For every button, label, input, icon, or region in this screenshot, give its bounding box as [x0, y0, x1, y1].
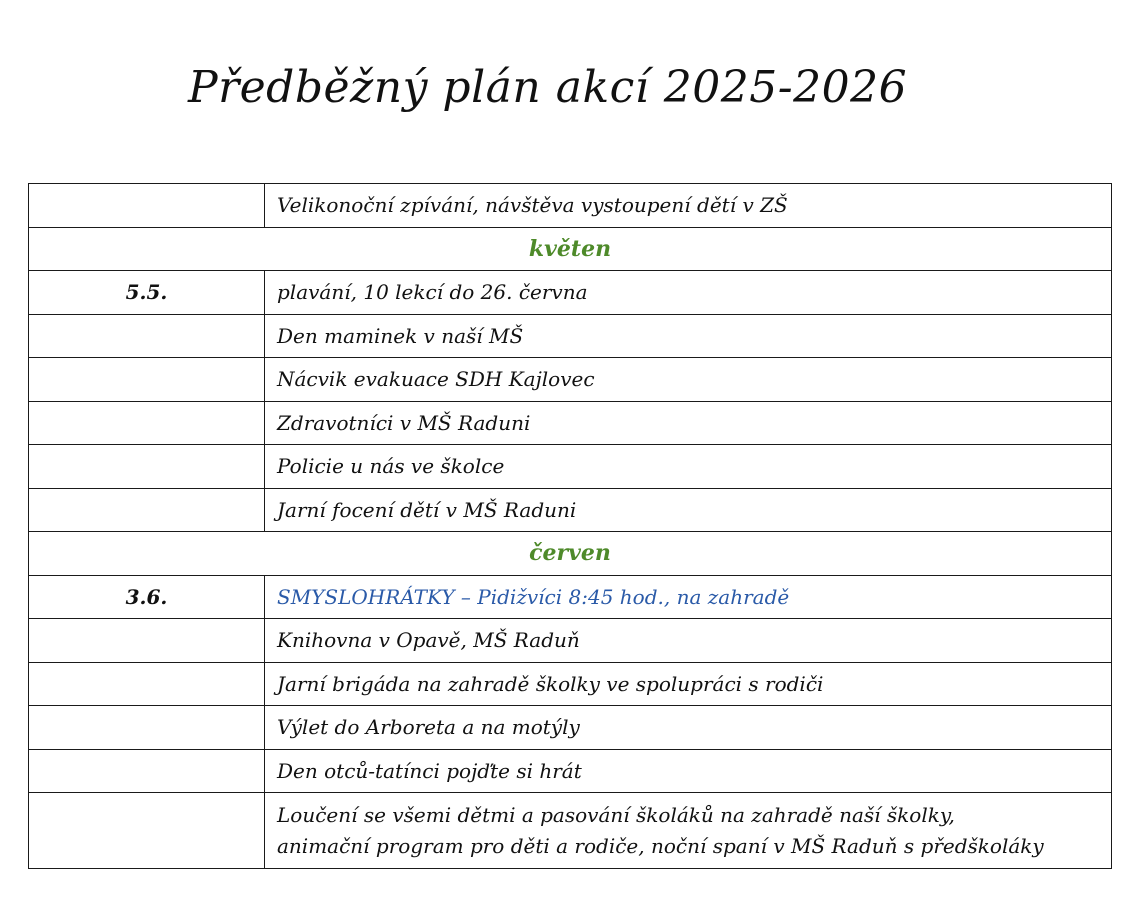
table-row	[29, 662, 1112, 706]
table-row	[29, 401, 1112, 445]
table-row	[29, 184, 1112, 228]
date-cell	[29, 401, 265, 445]
date-cell	[29, 358, 265, 402]
date-cell	[29, 314, 265, 358]
table-row	[29, 575, 1112, 619]
events-table	[28, 183, 1112, 869]
date-cell: 5.5.	[29, 271, 265, 315]
event-cell: Jarní focení dětí v MŠ Raduni	[265, 488, 1112, 532]
table-row	[29, 488, 1112, 532]
page-title: Předběžný plán akcí 2025-2026	[188, 62, 908, 113]
table-row	[29, 619, 1112, 663]
table-row	[29, 358, 1112, 402]
event-line: Loučení se všemi dětmi a pasování školáků na zahradě naší školky,	[277, 802, 955, 827]
event-cell-highlighted: SMYSLOHRÁTKY – Pidižvíci 8:45 hod., na zahradě	[265, 575, 1112, 619]
event-cell: plavání, 10 lekcí do 26. června	[265, 271, 1112, 315]
date-cell	[29, 488, 265, 532]
date-cell	[29, 749, 265, 793]
date-cell	[29, 445, 265, 489]
event-cell: Velikonoční zpívání, návštěva vystoupení dětí v ZŠ	[265, 184, 1112, 228]
event-cell: Zdravotníci v MŠ Raduni	[265, 401, 1112, 445]
event-cell: Výlet do Arboreta a na motýly	[265, 706, 1112, 750]
event-cell: Policie u nás ve školce	[265, 445, 1112, 489]
month-heading-row	[29, 227, 1112, 271]
date-cell: 3.6.	[29, 575, 265, 619]
month-heading-june: červen	[29, 532, 1112, 576]
event-line: animační program pro děti a rodiče, noční spaní v MŠ Raduň s předškoláky	[277, 833, 1044, 858]
table-row	[29, 793, 1112, 869]
date-cell	[29, 619, 265, 663]
month-heading-may: květen	[29, 227, 1112, 271]
date-cell	[29, 662, 265, 706]
event-cell: Den otců-tatínci pojďte si hrát	[265, 749, 1112, 793]
table-row	[29, 445, 1112, 489]
event-cell: Jarní brigáda na zahradě školky ve spolupráci s rodiči	[265, 662, 1112, 706]
event-cell	[265, 793, 1112, 869]
table-row	[29, 706, 1112, 750]
date-cell	[29, 706, 265, 750]
event-cell: Knihovna v Opavě, MŠ Raduň	[265, 619, 1112, 663]
date-cell	[29, 184, 265, 228]
event-cell: Nácvik evakuace SDH Kajlovec	[265, 358, 1112, 402]
table-row	[29, 314, 1112, 358]
date-cell	[29, 793, 265, 869]
table-row	[29, 271, 1112, 315]
event-cell: Den maminek v naší MŠ	[265, 314, 1112, 358]
month-heading-row	[29, 532, 1112, 576]
table-row	[29, 749, 1112, 793]
